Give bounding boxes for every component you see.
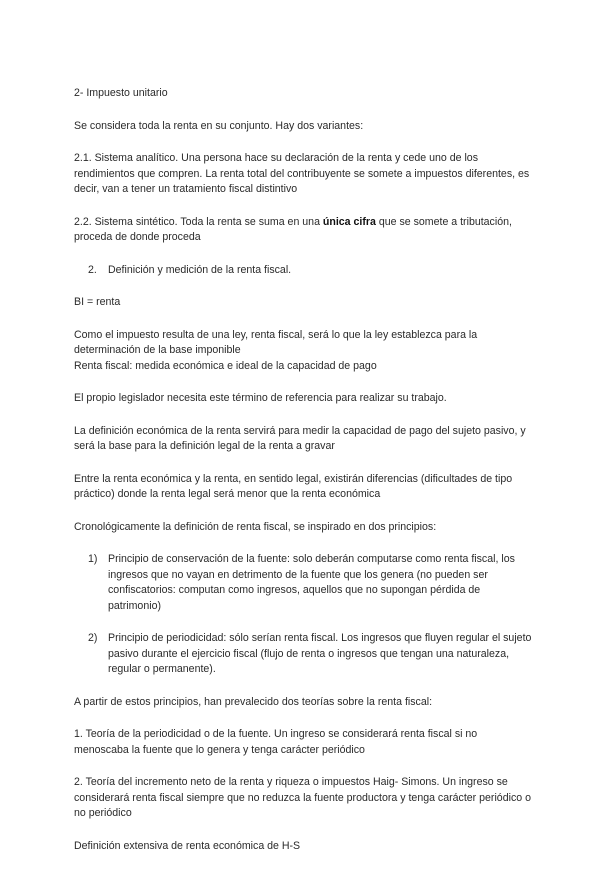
bold-single-figure: única cifra [322, 215, 376, 228]
synthetic-text-start: 2.2. Sistema sintético. Toda la renta se suma en una [74, 215, 323, 228]
paragraph-legislator: El propio legislador necesita este término de referencia para realizar su trabajo. [74, 392, 447, 404]
principle-item-conservation [74, 552, 534, 614]
paragraph-fiscal-income-def: Renta fiscal: medida económica e ideal de la capacidad de pago [74, 359, 377, 372]
list-text: Definición y medición de la renta fiscal. [108, 263, 292, 276]
principle-item-periodicity [74, 631, 534, 678]
list-number: 2. [88, 263, 97, 276]
paragraph-economic-definition: La definición económica de la renta servirá para medir la capacidad de pago del sujeto pasivo, y será la base para la definición legal de la renta a gravar [74, 424, 526, 452]
paragraph-chronology: Cronológicamente la definición de renta fiscal, se inspirado en dos principios: [74, 520, 437, 533]
synthetic-text-end: que se somete a tributación, proceda de donde proceda [74, 215, 512, 243]
paragraph-differences: Entre la renta económica y la renta, en sentido legal, existirán diferencias (dificultades de tipo práctico) donde la renta legal será menor que la renta económica [74, 472, 513, 500]
paragraph-extensive-definition: Definición extensiva de renta económica de H-S [74, 839, 301, 852]
list-number: 1) [88, 553, 98, 565]
paragraph-theories-intro: A partir de estos principios, han prevalecido dos teorías sobre la renta fiscal: [74, 695, 433, 708]
paragraph-theory-haig-simons: 2. Teoría del incremento neto de la renta y riqueza o impuestos Haig- Simons. Un ingreso se considerará renta fiscal siempre que no reduzca la fuente productora y tenga carácter periódico o no periódico [74, 776, 531, 819]
list-text: Principio de conservación de la fuente: solo deberán computarse como renta fiscal, los ingresos que no vayan en detrimento de la fuente que los genera (no pueden ser confiscatorios: computan como ingresos, aquellos que no supongan pérdida de patrimonio) [108, 553, 515, 612]
paragraph-analytic-system: 2.1. Sistema analítico. Una persona hace su declaración de la renta y cede uno de los rendimientos que compren. La renta total del contribuyente se somete a impuestos diferentes, es decir, van a tener un tratamiento fiscal distintivo [74, 152, 530, 195]
paragraph-law-basis: Como el impuesto resulta de una ley, renta fiscal, será lo que la ley establezca para la determinación de la base imponible [74, 328, 478, 356]
list-number: 2) [88, 632, 98, 644]
document-body [74, 86, 534, 871]
list-text: Principio de periodicidad: sólo serían renta fiscal. Los ingresos que fluyen regular el sujeto pasivo durante el ejercicio fiscal (flujo de renta o ingresos que tengan una naturaleza, regular o permanente). [108, 632, 532, 675]
section-heading: 2- Impuesto unitario [74, 87, 168, 99]
numbered-item-definition [74, 263, 534, 279]
paragraph-synthetic-system [74, 215, 534, 246]
paragraph-variants-intro: Se considera toda la renta en su conjunto. Hay dos variantes: [74, 119, 364, 132]
paragraph-bi: BI = renta [74, 296, 121, 308]
paragraph-theory-periodicity: 1. Teoría de la periodicidad o de la fuente. Un ingreso se considerará renta fiscal si no menoscaba la fuente que lo genera y tenga carácter periódico [74, 728, 478, 756]
